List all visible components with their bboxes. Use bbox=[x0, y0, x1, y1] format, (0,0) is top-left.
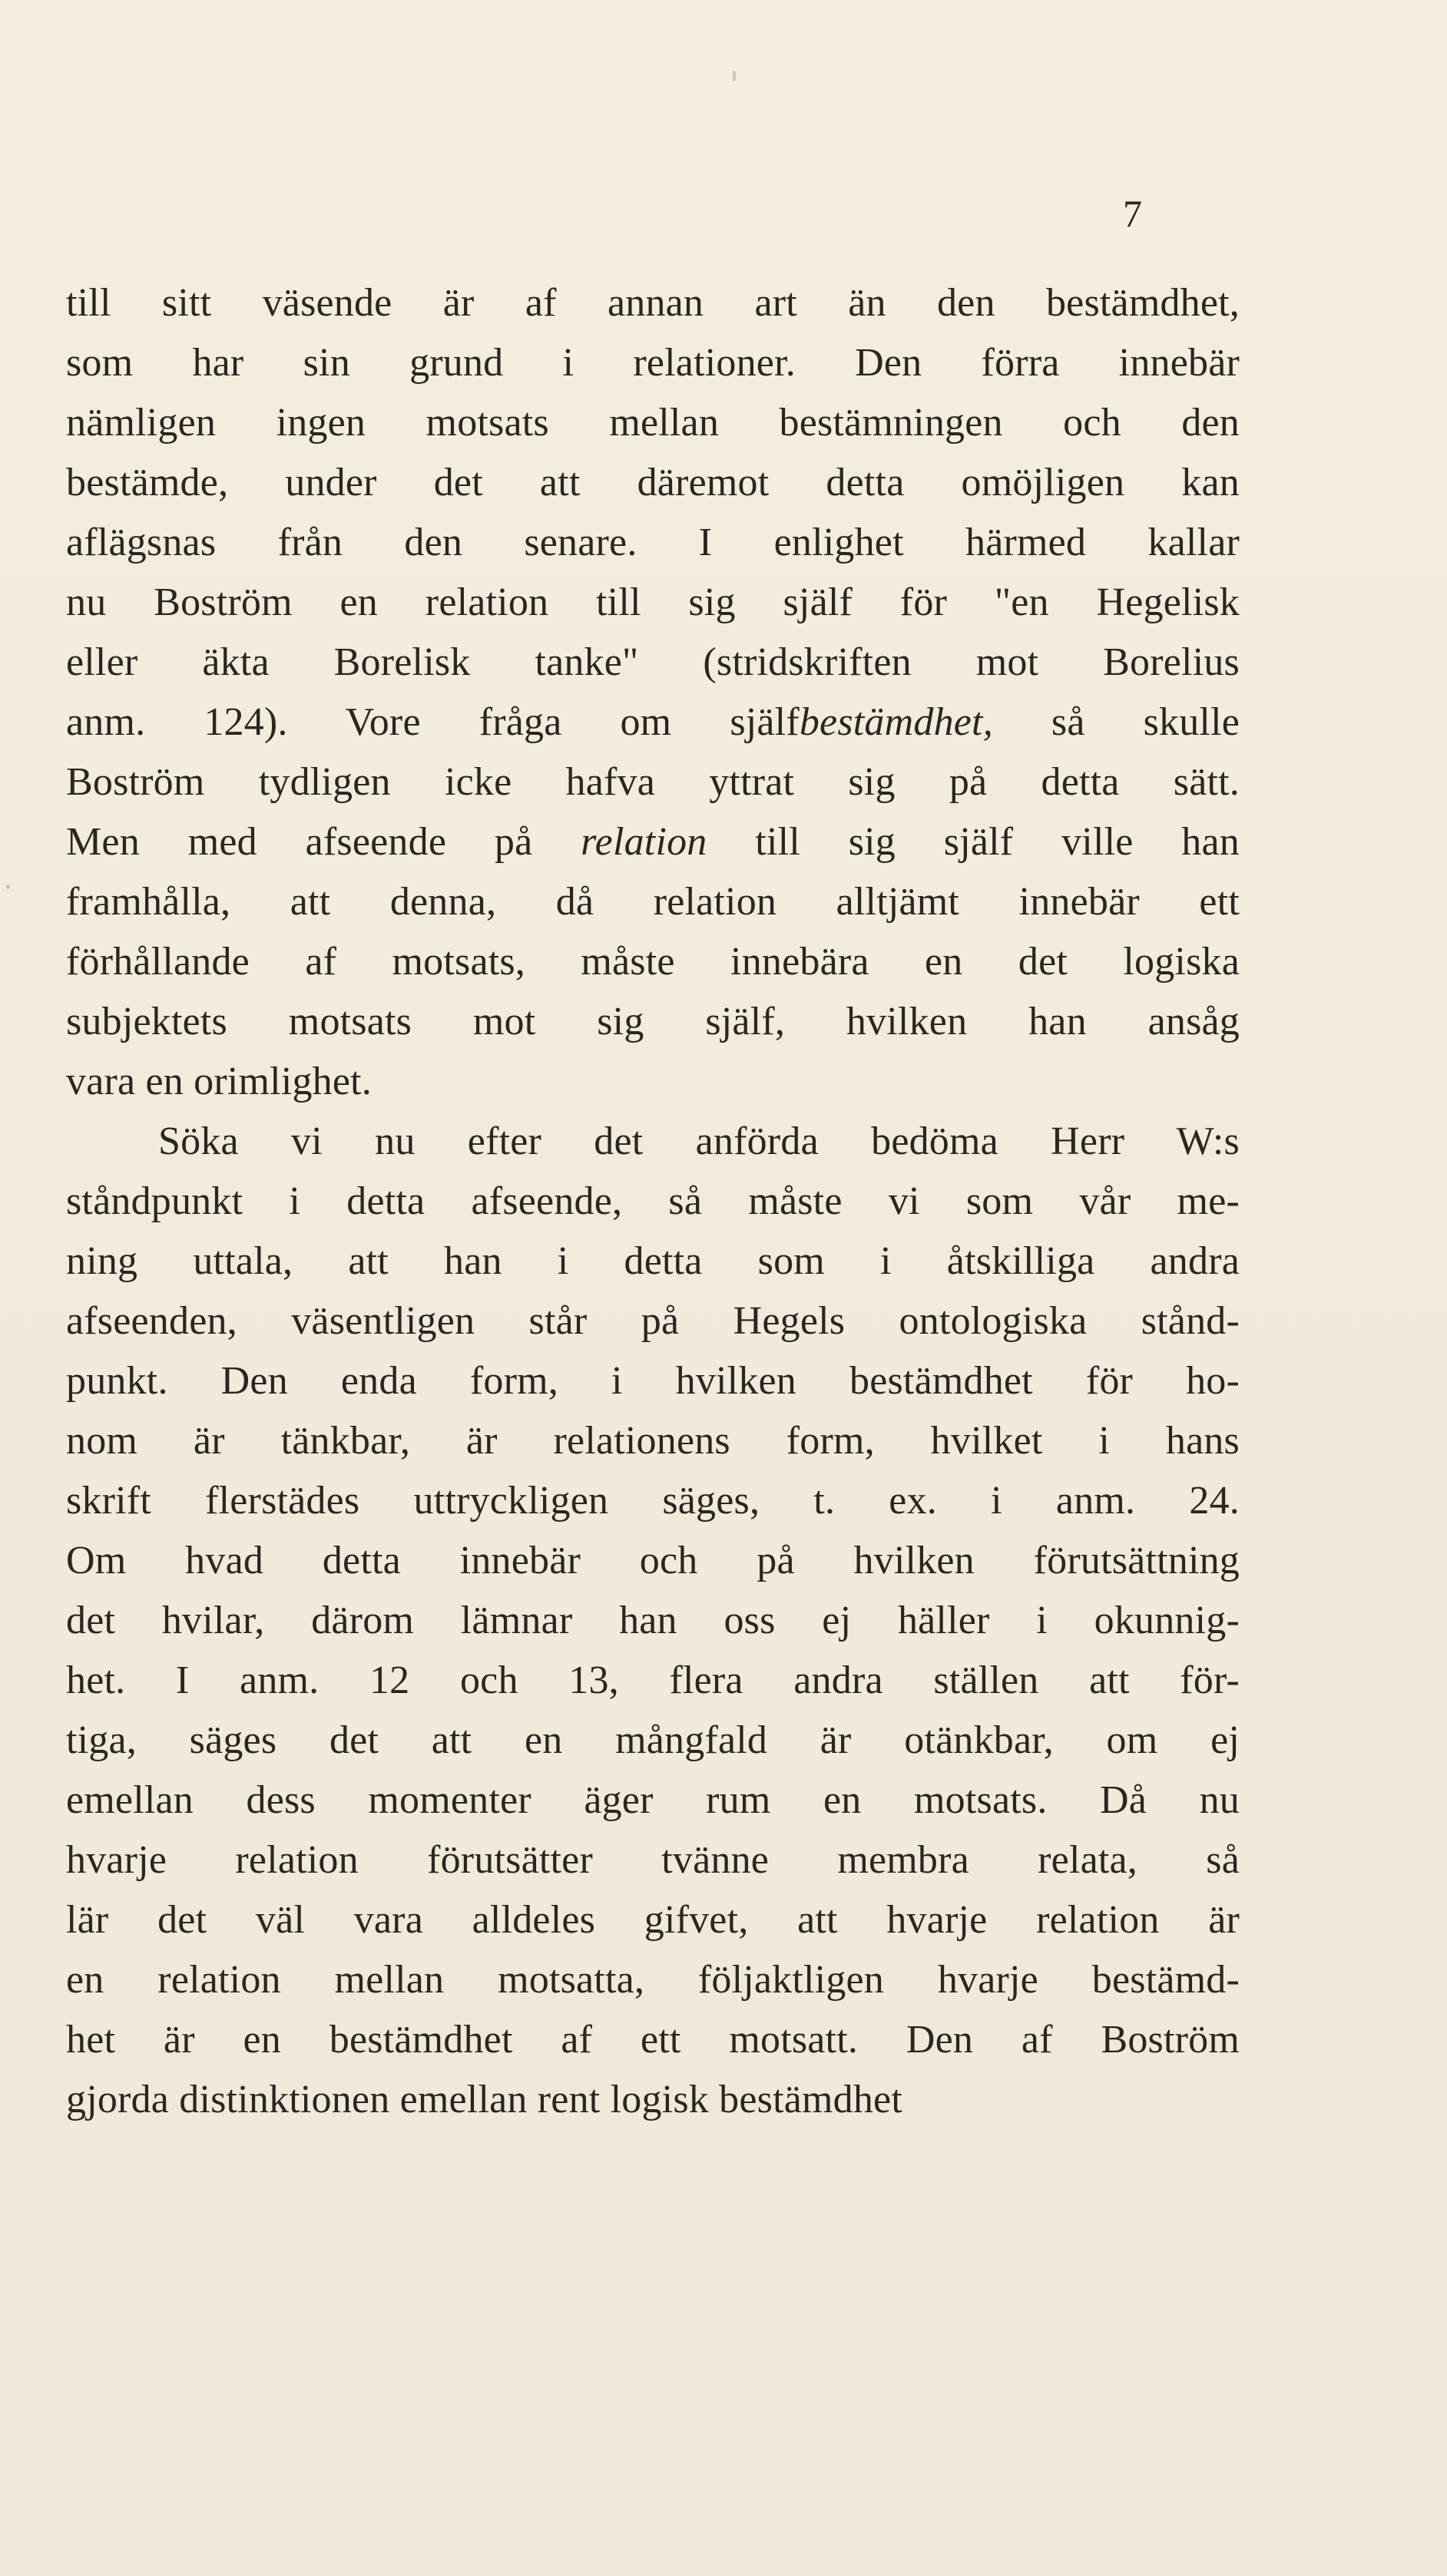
text-segment: skrift flerstädes uttryckligen säges, t. ex. i anm. 24. bbox=[66, 1479, 1240, 1523]
text-segment: till sig själf ville han bbox=[707, 820, 1240, 864]
italic-text-segment: bestämdhet, bbox=[799, 700, 993, 744]
text-line bbox=[66, 1411, 1240, 1471]
text-segment: förhållande af motsats, måste innebära en det logiska bbox=[66, 940, 1240, 984]
text-line bbox=[66, 453, 1240, 513]
text-segment: emellan dess momenter äger rum en motsats. Då nu bbox=[66, 1778, 1240, 1822]
text-line bbox=[66, 633, 1240, 693]
text-line bbox=[66, 1890, 1240, 1950]
text-line bbox=[66, 1232, 1240, 1291]
print-speck bbox=[733, 71, 736, 81]
text-line bbox=[66, 513, 1240, 573]
text-segment: hvarje relation förutsätter tvänne membra relata, så bbox=[66, 1838, 1240, 1882]
text-line bbox=[66, 693, 1240, 752]
text-segment: tiga, säges det att en mångfald är otänkbar, om ej bbox=[66, 1718, 1240, 1762]
text-segment: subjektets motsats mot sig själf, hvilken han ansåg bbox=[66, 1000, 1240, 1043]
text-segment: ståndpunkt i detta afseende, så måste vi som vår me- bbox=[66, 1179, 1240, 1223]
italic-text-segment: relation bbox=[581, 820, 707, 864]
text-segment: Om hvad detta innebär och på hvilken förutsättning bbox=[66, 1539, 1240, 1582]
text-line bbox=[66, 1711, 1240, 1771]
text-line bbox=[66, 1052, 1240, 1112]
text-segment: det hvilar, därom lämnar han oss ej häller i okunnig- bbox=[66, 1599, 1240, 1642]
text-segment: så skulle bbox=[992, 700, 1240, 744]
text-segment: nom är tänkbar, är relationens form, hvilket i hans bbox=[66, 1419, 1240, 1463]
text-segment: bestämde, under det att däremot detta omöjligen kan bbox=[66, 461, 1240, 504]
text-segment: aflägsnas från den senare. I enlighet härmed kallar bbox=[66, 521, 1240, 564]
text-segment: afseenden, väsentligen står på Hegels ontologiska stånd- bbox=[66, 1299, 1240, 1343]
text-segment: gjorda distinktionen emellan rent logisk bestämdhet bbox=[66, 2078, 902, 2121]
text-segment: het är en bestämdhet af ett motsatt. Den af Boström bbox=[66, 2018, 1240, 2062]
text-line bbox=[66, 1172, 1240, 1232]
text-segment: Men med afseende på bbox=[66, 820, 581, 864]
text-line bbox=[66, 1651, 1240, 1711]
text-line bbox=[66, 1950, 1240, 2010]
text-segment: som har sin grund i relationer. Den förra innebär bbox=[66, 341, 1240, 385]
text-segment: framhålla, att denna, då relation alltjämt innebär ett bbox=[66, 880, 1240, 924]
text-segment: eller äkta Borelisk tanke" (stridskriften mot Borelius bbox=[66, 640, 1240, 684]
text-segment: Söka vi nu efter det anförda bedöma Herr W:s bbox=[158, 1119, 1240, 1163]
text-line bbox=[66, 1291, 1240, 1351]
text-line bbox=[66, 1531, 1240, 1591]
text-line bbox=[66, 393, 1240, 453]
text-line bbox=[66, 812, 1240, 872]
text-segment: punkt. Den enda form, i hvilken bestämdhet för ho- bbox=[66, 1359, 1240, 1403]
text-line bbox=[66, 1591, 1240, 1651]
text-line bbox=[66, 573, 1240, 633]
text-segment: nu Boström en relation till sig själf för "en Hegelisk bbox=[66, 580, 1240, 624]
print-speck bbox=[6, 885, 10, 889]
text-segment: nämligen ingen motsats mellan bestämningen och den bbox=[66, 401, 1240, 445]
text-line bbox=[66, 273, 1240, 333]
text-segment: till sitt väsende är af annan art än den bestämdhet, bbox=[66, 281, 1240, 325]
text-line bbox=[66, 752, 1240, 812]
text-line bbox=[66, 872, 1240, 932]
text-line bbox=[66, 1351, 1240, 1411]
body-text bbox=[66, 273, 1240, 2130]
text-segment: vara en orimlighet. bbox=[66, 1060, 372, 1103]
text-segment: ning uttala, att han i detta som i åtskilliga andra bbox=[66, 1239, 1240, 1283]
text-line bbox=[66, 2010, 1240, 2070]
text-line bbox=[66, 992, 1240, 1052]
text-line bbox=[66, 1112, 1240, 1172]
text-line bbox=[66, 932, 1240, 992]
page-number: 7 bbox=[1123, 192, 1142, 235]
text-segment: lär det väl vara alldeles gifvet, att hvarje relation är bbox=[66, 1898, 1240, 1942]
text-line bbox=[66, 1771, 1240, 1830]
text-line bbox=[66, 1830, 1240, 1890]
text-segment: en relation mellan motsatta, följaktligen hvarje bestämd- bbox=[66, 1958, 1240, 2002]
text-segment: anm. 124). Vore fråga om själf bbox=[66, 700, 800, 744]
text-line bbox=[66, 2070, 1240, 2130]
text-line bbox=[66, 333, 1240, 393]
text-segment: het. I anm. 12 och 13, flera andra ställen att för- bbox=[66, 1658, 1240, 1702]
text-line bbox=[66, 1471, 1240, 1531]
text-segment: Boström tydligen icke hafva yttrat sig på detta sätt. bbox=[66, 760, 1240, 804]
